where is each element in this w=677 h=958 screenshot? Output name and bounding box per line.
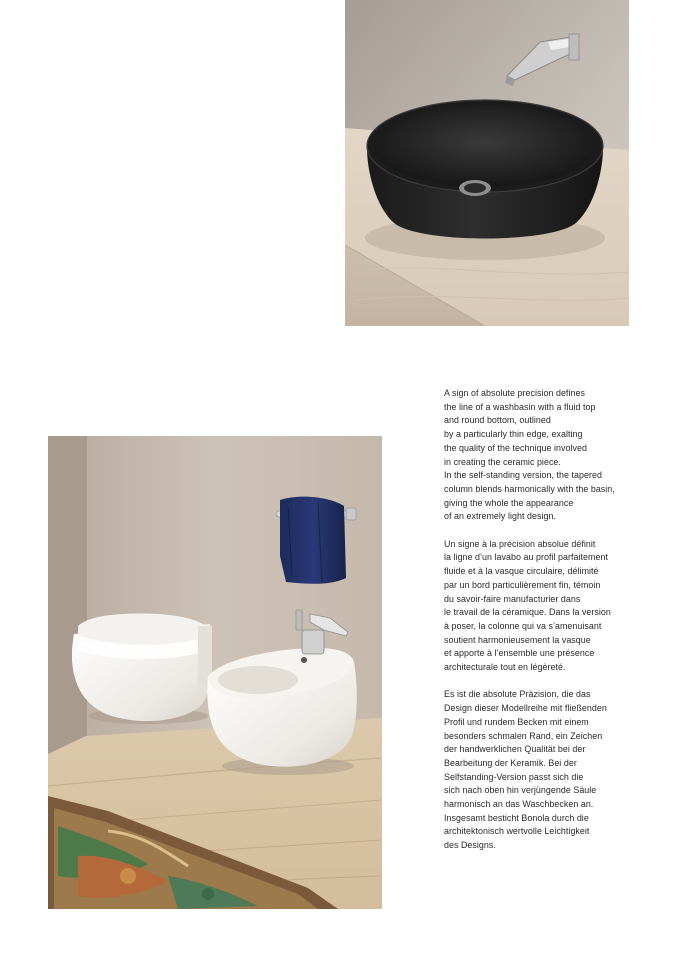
text-line: Design dieser Modellreihe mit fließenden <box>444 703 607 714</box>
text-line: et apporte à l’ensemble une présence <box>444 648 595 659</box>
text-line: In the self-standing version, the tapered <box>444 470 602 481</box>
text-line: architecturale tout en légèreté. <box>444 662 566 673</box>
text-line: by a particularly thin edge, exalting <box>444 429 583 440</box>
text-line: giving the whole the appearance <box>444 497 574 508</box>
text-line: du savoir-faire manufacturier dans <box>444 593 581 604</box>
text-line: à poser, la colonne qui va s’amenuisant <box>444 620 602 631</box>
washbasin-photo <box>345 0 629 326</box>
text-line: in creating the ceramic piece. <box>444 456 561 467</box>
text-line: architektonisch wertvolle Leichtigkeit <box>444 826 590 837</box>
text-line: and round bottom, outlined <box>444 415 551 426</box>
text-line: Profil und rundem Becken mit einem <box>444 716 589 727</box>
text-line: des Designs. <box>444 840 496 851</box>
text-line: la ligne d’un lavabo au profil parfaitement <box>444 552 608 563</box>
vessel-washbasin-photo-icon <box>345 0 629 326</box>
text-line: of an extremely light design. <box>444 511 556 522</box>
text-line: Insgesamt besticht Bonola durch die <box>444 812 589 823</box>
text-line: besonders schmalen Rand, ein Zeichen <box>444 730 603 741</box>
text-line: A sign of absolute precision defines <box>444 388 585 398</box>
description-german <box>444 688 644 852</box>
description-french <box>444 538 644 675</box>
text-line: column blends harmonically with the basin, <box>444 483 615 494</box>
description-english <box>444 387 644 524</box>
text-line: sich nach oben hin verjüngende Säule <box>444 785 597 796</box>
text-line: soutient harmonieusement la vasque <box>444 634 591 645</box>
text-line: par un bord particulièrement fin, témoin <box>444 579 601 590</box>
text-line: der handwerklichen Qualität bei der <box>444 744 586 755</box>
text-line: le travail de la céramique. Dans la version <box>444 607 611 618</box>
text-line: fluide et à la vasque circulaire, délimité <box>444 566 599 577</box>
toilet-bidet-photo <box>48 436 382 909</box>
text-line: the quality of the technique involved <box>444 442 587 453</box>
product-description <box>444 387 644 867</box>
text-line: the line of a washbasin with a fluid top <box>444 401 596 412</box>
text-line: harmonisch an das Waschbecken an. <box>444 799 594 810</box>
wall-hung-toilet-and-bidet-photo-icon <box>48 436 382 909</box>
text-line: Bearbeitung der Keramik. Bei der <box>444 757 577 768</box>
text-line: Selfstanding-Version passt sich die <box>444 771 584 782</box>
text-line: Es ist die absolute Präzision, die das <box>444 689 591 700</box>
text-line: Un signe à la précision absolue définit <box>444 538 596 549</box>
